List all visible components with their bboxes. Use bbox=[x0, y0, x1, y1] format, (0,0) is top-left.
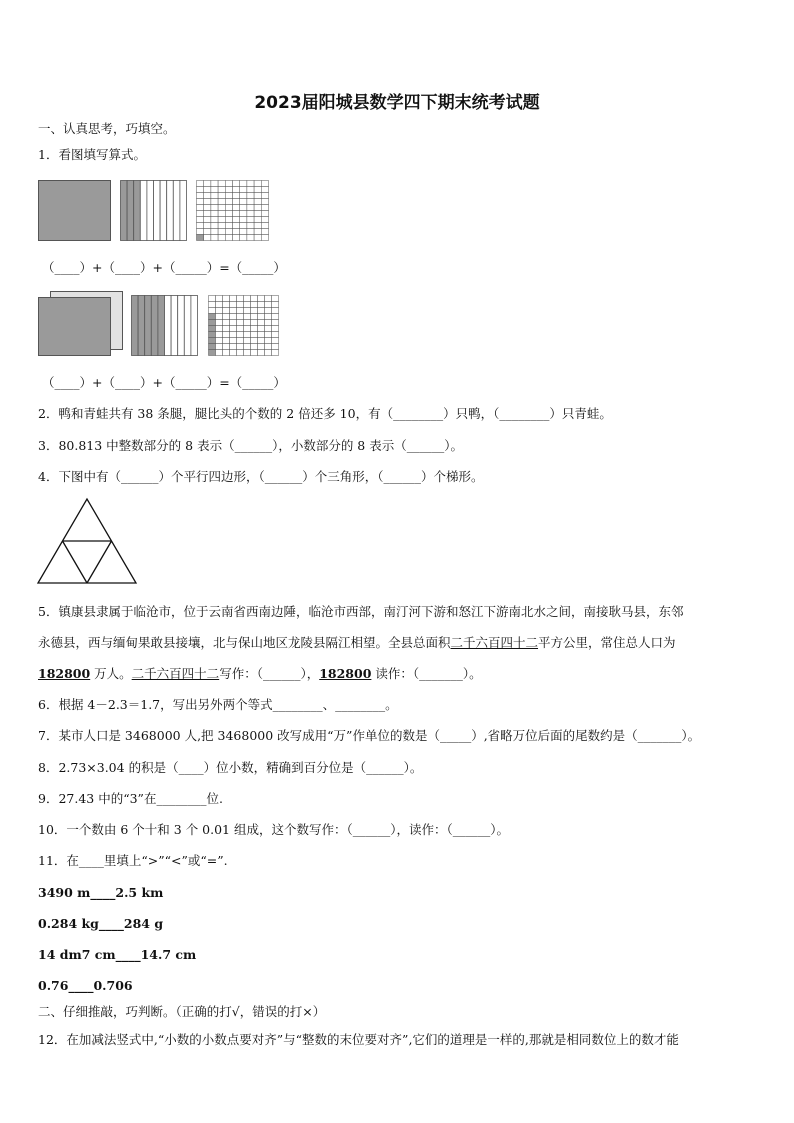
hundred-grid-2 bbox=[209, 296, 279, 356]
grid-cell bbox=[247, 229, 254, 235]
grid-cell bbox=[254, 199, 261, 205]
grid-cell bbox=[254, 223, 261, 229]
grid-cell bbox=[251, 308, 258, 314]
grid-cell bbox=[240, 193, 247, 199]
strip-cell bbox=[140, 181, 147, 241]
question-11: 11．在____里填上“>”“<”或“=”. bbox=[38, 853, 228, 868]
grid-cell bbox=[237, 308, 244, 314]
grid-cell bbox=[251, 302, 258, 308]
grid-cell bbox=[247, 205, 254, 211]
grid-cell bbox=[197, 187, 204, 193]
grid-cell bbox=[233, 229, 240, 235]
strip-cell bbox=[145, 296, 152, 356]
grid-cell bbox=[247, 211, 254, 217]
grid-cell bbox=[247, 193, 254, 199]
grid-cell bbox=[197, 181, 204, 187]
grid-cell bbox=[240, 205, 247, 211]
grid-cell bbox=[211, 217, 218, 223]
grid-cell bbox=[233, 199, 240, 205]
grid-cell bbox=[216, 332, 223, 338]
grid-cell bbox=[265, 344, 272, 350]
hundred-grid-1 bbox=[197, 181, 269, 241]
grid-cell bbox=[240, 229, 247, 235]
grid-cell bbox=[258, 308, 265, 314]
grid-cell bbox=[230, 296, 237, 302]
grid-cell bbox=[225, 181, 232, 187]
q5-area-underlined-2: 二千六百四十二 bbox=[131, 666, 220, 681]
strip-cell bbox=[132, 296, 139, 356]
grid-cell bbox=[272, 338, 279, 344]
grid-cell bbox=[237, 314, 244, 320]
grid-cell bbox=[272, 308, 279, 314]
grid-cell bbox=[223, 332, 230, 338]
question-11-item-b: 0.284 kg____284 g bbox=[38, 916, 164, 931]
strip-cell bbox=[191, 296, 198, 356]
grid-cell bbox=[225, 193, 232, 199]
grid-cell bbox=[230, 344, 237, 350]
grid-cell bbox=[240, 187, 247, 193]
grid-cell bbox=[216, 314, 223, 320]
grid-cell bbox=[209, 296, 216, 302]
grid-cell bbox=[261, 205, 268, 211]
grid-cell bbox=[216, 320, 223, 326]
grid-cell bbox=[204, 217, 211, 223]
grid-cell bbox=[247, 223, 254, 229]
strip-cell bbox=[134, 181, 141, 241]
grid-cell bbox=[265, 308, 272, 314]
grid-cell bbox=[204, 181, 211, 187]
question-1-equation-1: （____）+（____）+（_____）=（_____） bbox=[42, 260, 286, 275]
inner-right-line bbox=[87, 541, 112, 583]
strip-cell bbox=[184, 296, 191, 356]
strip-cell bbox=[147, 181, 154, 241]
grid-cell bbox=[258, 302, 265, 308]
grid-cell bbox=[197, 199, 204, 205]
question-1: 1．看图填写算式。 bbox=[38, 147, 146, 162]
grid-cell bbox=[209, 314, 216, 320]
grid-cell bbox=[244, 326, 251, 332]
grid-cell bbox=[254, 229, 261, 235]
grid-cell bbox=[211, 187, 218, 193]
grid-cell bbox=[254, 187, 261, 193]
grid-cell bbox=[204, 235, 211, 241]
grid-cell bbox=[240, 235, 247, 241]
question-11-item-d: 0.76____0.706 bbox=[38, 978, 133, 993]
grid-cell bbox=[204, 187, 211, 193]
grid-cell bbox=[204, 205, 211, 211]
grid-cell bbox=[237, 326, 244, 332]
grid-cell bbox=[240, 217, 247, 223]
grid-cell bbox=[218, 217, 225, 223]
grid-cell bbox=[258, 314, 265, 320]
strip-cell bbox=[167, 181, 174, 241]
grid-cell bbox=[244, 296, 251, 302]
strips-square-1 bbox=[121, 181, 187, 241]
strips-square-2 bbox=[132, 296, 198, 356]
grid-cell bbox=[272, 314, 279, 320]
grid-cell bbox=[244, 338, 251, 344]
strip-cell bbox=[151, 296, 158, 356]
grid-cell bbox=[225, 211, 232, 217]
grid-cell bbox=[223, 302, 230, 308]
grid-cell bbox=[218, 211, 225, 217]
grid-cell bbox=[244, 314, 251, 320]
grid-cell bbox=[218, 205, 225, 211]
strip-cell bbox=[178, 296, 185, 356]
grid-cell bbox=[223, 350, 230, 356]
grid-cell bbox=[254, 235, 261, 241]
grid-cell bbox=[204, 223, 211, 229]
grid-cell bbox=[258, 296, 265, 302]
grid-cell bbox=[258, 344, 265, 350]
grid-cell bbox=[251, 314, 258, 320]
grid-cell bbox=[225, 205, 232, 211]
strip-cell bbox=[121, 181, 128, 241]
grid-cell bbox=[209, 320, 216, 326]
grid-cell bbox=[204, 211, 211, 217]
grid-cell bbox=[258, 350, 265, 356]
grid-cell bbox=[244, 302, 251, 308]
grid-cell bbox=[237, 338, 244, 344]
grid-cell bbox=[237, 320, 244, 326]
grid-cell bbox=[240, 181, 247, 187]
grid-cell bbox=[233, 193, 240, 199]
grid-cell bbox=[218, 229, 225, 235]
strip-cell bbox=[158, 296, 165, 356]
grid-cell bbox=[223, 344, 230, 350]
q5-text-c: 万人。 bbox=[90, 666, 132, 681]
grid-cell bbox=[225, 229, 232, 235]
grid-cell bbox=[223, 338, 230, 344]
grid-cell bbox=[209, 326, 216, 332]
q5-text-d: 写作：（______）， bbox=[219, 666, 320, 681]
decimal-grid-figure-1 bbox=[38, 178, 278, 242]
grid-cell bbox=[233, 235, 240, 241]
grid-cell bbox=[230, 308, 237, 314]
section-2-heading: 二、仔细推敲，巧判断。（正确的打√，错误的打×） bbox=[38, 1004, 326, 1019]
grid-cell bbox=[272, 302, 279, 308]
grid-cell bbox=[240, 199, 247, 205]
question-4: 4．下图中有（______）个平行四边形，（______）个三角形，（______）个梯形。 bbox=[38, 469, 484, 484]
grid-cell bbox=[265, 338, 272, 344]
grid-cell bbox=[261, 229, 268, 235]
question-9: 9．27.43 中的“3”在________位. bbox=[38, 791, 223, 806]
grid-cell bbox=[254, 205, 261, 211]
strip-cell bbox=[165, 296, 172, 356]
grid-cell bbox=[230, 320, 237, 326]
grid-cell bbox=[261, 211, 268, 217]
grid-cell bbox=[272, 344, 279, 350]
grid-cell bbox=[244, 350, 251, 356]
decimal-grid-figure-2 bbox=[38, 290, 283, 358]
grid-cell bbox=[209, 302, 216, 308]
grid-cell bbox=[265, 350, 272, 356]
grid-cell bbox=[233, 181, 240, 187]
grid-cell bbox=[258, 320, 265, 326]
question-6: 6．根据 4－2.3＝1.7，写出另外两个等式________、________。 bbox=[38, 697, 398, 712]
question-3: 3．80.813 中整数部分的 8 表示（______），小数部分的 8 表示（______）。 bbox=[38, 438, 463, 453]
grid-cell bbox=[254, 211, 261, 217]
grid-cell bbox=[230, 338, 237, 344]
question-1-equation-2: （____）+（____）+（_____）=（_____） bbox=[42, 375, 286, 390]
page-title: 2023届阳城县数学四下期末统考试题 bbox=[254, 93, 540, 113]
grid-cell bbox=[209, 332, 216, 338]
grid-cell bbox=[265, 326, 272, 332]
grid-cell bbox=[216, 302, 223, 308]
grid-cell bbox=[261, 235, 268, 241]
grid-cell bbox=[251, 332, 258, 338]
question-11-item-c: 14 dm7 cm____14.7 cm bbox=[38, 947, 197, 962]
grid-cell bbox=[261, 187, 268, 193]
grid-cell bbox=[233, 223, 240, 229]
grid-cell bbox=[258, 332, 265, 338]
grid-cell bbox=[237, 332, 244, 338]
grid-cell bbox=[197, 217, 204, 223]
grid-cell bbox=[261, 181, 268, 187]
grid-cell bbox=[223, 320, 230, 326]
grid-cell bbox=[272, 332, 279, 338]
grid-cell bbox=[209, 350, 216, 356]
grid-cell bbox=[216, 338, 223, 344]
grid-cell bbox=[223, 326, 230, 332]
grid-cell bbox=[265, 296, 272, 302]
grid-cell bbox=[230, 302, 237, 308]
grid-cell bbox=[197, 229, 204, 235]
grid-cell bbox=[254, 181, 261, 187]
grid-cell bbox=[211, 181, 218, 187]
grid-cell bbox=[216, 308, 223, 314]
grid-cell bbox=[251, 320, 258, 326]
grid-cell bbox=[197, 223, 204, 229]
grid-cell bbox=[230, 326, 237, 332]
grid-cell bbox=[237, 302, 244, 308]
grid-cell bbox=[247, 217, 254, 223]
grid-cell bbox=[223, 314, 230, 320]
grid-cell bbox=[251, 344, 258, 350]
grid-cell bbox=[254, 193, 261, 199]
grid-cell bbox=[211, 211, 218, 217]
strip-cell bbox=[171, 296, 178, 356]
question-5-line-1: 5．镇康县隶属于临沧市，位于云南省西南边陲，临沧市西部，南汀河下游和怒江下游南北水之间，南接耿马县，东邻 bbox=[38, 604, 684, 619]
grid-cell bbox=[244, 344, 251, 350]
strip-cell bbox=[127, 181, 134, 241]
q5-area-underlined: 二千六百四十二 bbox=[450, 635, 539, 650]
grid-cell bbox=[272, 326, 279, 332]
grid-cell bbox=[230, 332, 237, 338]
grid-cell bbox=[218, 181, 225, 187]
grid-cell bbox=[251, 326, 258, 332]
grid-cell bbox=[223, 308, 230, 314]
question-5-line-2 bbox=[38, 634, 676, 652]
grid-cell bbox=[240, 211, 247, 217]
grid-cell bbox=[247, 181, 254, 187]
grid-cell bbox=[258, 338, 265, 344]
grid-cell bbox=[237, 344, 244, 350]
section-1-heading: 一、认真思考，巧填空。 bbox=[38, 121, 176, 136]
grid-cell bbox=[265, 314, 272, 320]
grid-cell bbox=[237, 296, 244, 302]
grid-cell bbox=[197, 211, 204, 217]
grid-cell bbox=[216, 296, 223, 302]
grid-cell bbox=[233, 211, 240, 217]
grid-cell bbox=[230, 314, 237, 320]
grid-cell bbox=[230, 350, 237, 356]
grid-cell bbox=[265, 320, 272, 326]
strip-cell bbox=[180, 181, 187, 241]
question-10: 10．一个数由 6 个十和 3 个 0.01 组成，这个数写作：（______），读作：（______）。 bbox=[38, 822, 509, 837]
grid-cell bbox=[247, 235, 254, 241]
grid-cell bbox=[261, 223, 268, 229]
grid-cell bbox=[225, 199, 232, 205]
question-8: 8．2.73×3.04 的积是（____）位小数，精确到百分位是（______）。 bbox=[38, 760, 423, 775]
grid-cell bbox=[265, 302, 272, 308]
grid-cell bbox=[258, 326, 265, 332]
grid-cell bbox=[209, 344, 216, 350]
grid-cell bbox=[247, 199, 254, 205]
strip-cell bbox=[138, 296, 145, 356]
grid-cell bbox=[265, 332, 272, 338]
strip-cell bbox=[154, 181, 161, 241]
grid-cell bbox=[204, 229, 211, 235]
grid-cell bbox=[211, 199, 218, 205]
grid-cell bbox=[218, 187, 225, 193]
grid-cell bbox=[233, 217, 240, 223]
grid-cell bbox=[218, 193, 225, 199]
question-7: 7．某市人口是 3468000 人,把 3468000 改写成用“万”作单位的数是（_____）,省略万位后面的尾数约是（_______）。 bbox=[38, 728, 701, 743]
triangle-figure bbox=[36, 497, 138, 585]
grid-cell bbox=[225, 217, 232, 223]
question-5-line-3 bbox=[38, 665, 482, 683]
grid-cell bbox=[272, 350, 279, 356]
grid-cell bbox=[225, 187, 232, 193]
grid-cell bbox=[254, 217, 261, 223]
grid-cell bbox=[216, 350, 223, 356]
grid-cell bbox=[225, 235, 232, 241]
q5-text-a: 永德县，西与缅甸果敢县接壤，北与保山地区龙陵县隔江相望。全县总面积 bbox=[38, 635, 451, 650]
grid-cell bbox=[233, 205, 240, 211]
grid-cell bbox=[204, 199, 211, 205]
grid-cell bbox=[211, 205, 218, 211]
grid-cell bbox=[261, 199, 268, 205]
grid-cell bbox=[197, 205, 204, 211]
grid-cell bbox=[244, 332, 251, 338]
q5-text-b: 平方公里，常住总人口为 bbox=[538, 635, 676, 650]
grid-cell bbox=[251, 350, 258, 356]
question-12: 12．在加减法竖式中,“小数的小数点要对齐”与“整数的末位要对齐”,它们的道理是一样的,那就是相同数位上的数才能 bbox=[38, 1032, 679, 1047]
grid-cell bbox=[244, 320, 251, 326]
grid-cell bbox=[216, 344, 223, 350]
grid-cell bbox=[211, 229, 218, 235]
grid-cell bbox=[233, 187, 240, 193]
grid-cell bbox=[197, 235, 204, 241]
grid-cell bbox=[247, 187, 254, 193]
grid-cell bbox=[218, 199, 225, 205]
grid-cell bbox=[211, 193, 218, 199]
grid-cell bbox=[197, 193, 204, 199]
question-2: 2．鸭和青蛙共有 38 条腿，腿比头的个数的 2 倍还多 10，有（________）只鸭，（________）只青蛙。 bbox=[38, 406, 612, 421]
grid-cell bbox=[223, 296, 230, 302]
grid-cell bbox=[225, 223, 232, 229]
grid-cell bbox=[218, 235, 225, 241]
grid-cell bbox=[272, 320, 279, 326]
q5-population-underlined-2: 182800 bbox=[319, 666, 372, 681]
grid-cell bbox=[211, 223, 218, 229]
grid-cell bbox=[209, 308, 216, 314]
question-11-item-a: 3490 m____2.5 km bbox=[38, 885, 164, 900]
inner-left-line bbox=[63, 541, 88, 583]
grid-cell bbox=[218, 223, 225, 229]
q5-population-underlined: 182800 bbox=[38, 666, 91, 681]
grid-cell bbox=[261, 193, 268, 199]
grid-cell bbox=[261, 217, 268, 223]
grid-cell bbox=[251, 338, 258, 344]
grid-cell bbox=[211, 235, 218, 241]
strip-cell bbox=[173, 181, 180, 241]
grid-cell bbox=[240, 223, 247, 229]
grid-cell bbox=[251, 296, 258, 302]
grid-cell bbox=[244, 308, 251, 314]
grid-cell bbox=[216, 326, 223, 332]
grid-cell bbox=[237, 350, 244, 356]
full-square-1 bbox=[39, 181, 111, 241]
full-square-2 bbox=[39, 298, 111, 356]
strip-cell bbox=[160, 181, 167, 241]
grid-cell bbox=[204, 193, 211, 199]
grid-cell bbox=[272, 296, 279, 302]
q5-text-e: 读作：（_______）。 bbox=[371, 666, 482, 681]
grid-cell bbox=[209, 338, 216, 344]
